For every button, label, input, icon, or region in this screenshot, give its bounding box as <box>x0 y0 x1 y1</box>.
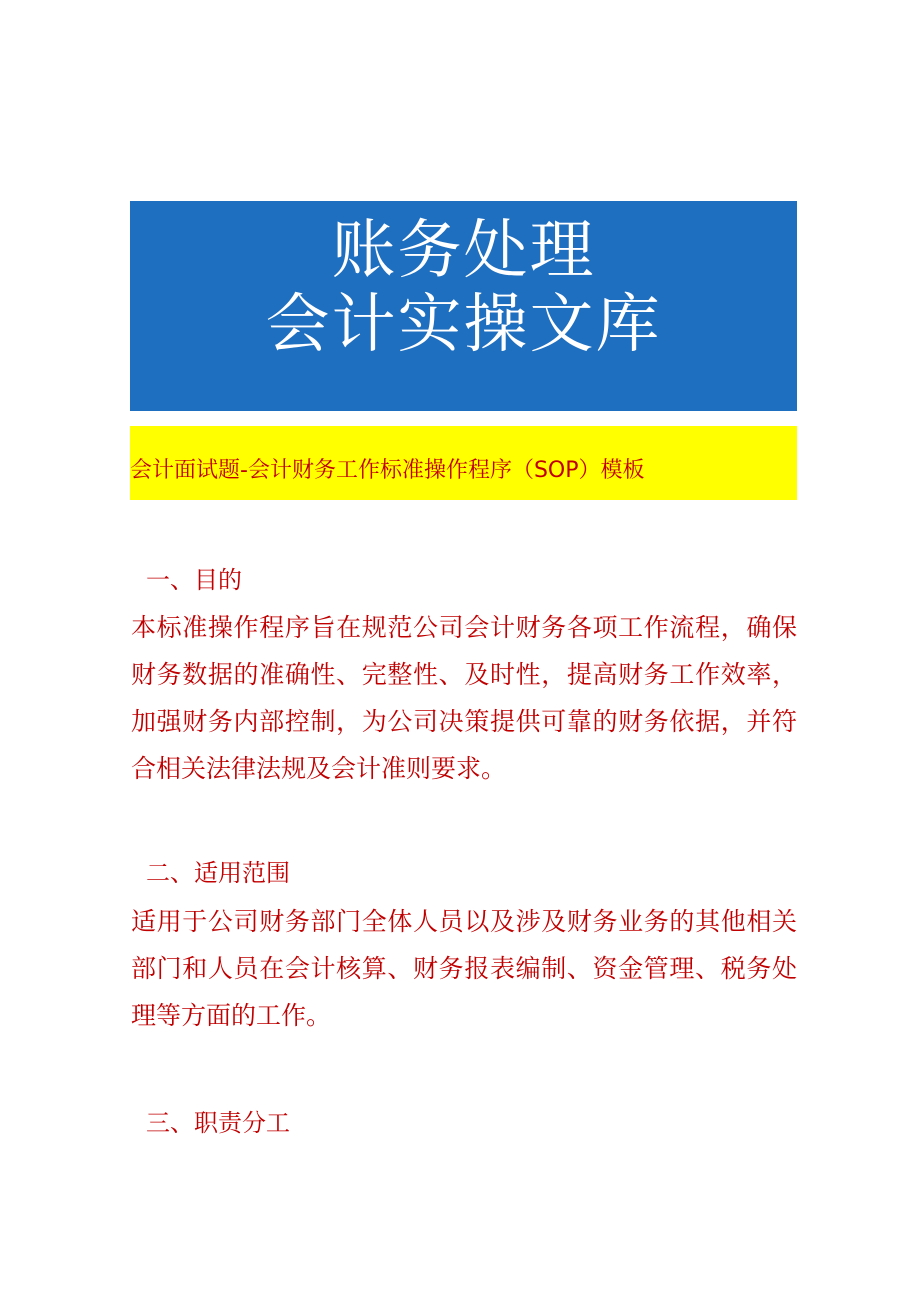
banner-title-line2: 会计实操文库 <box>265 288 662 362</box>
section-body-purpose: 本标准操作程序旨在规范公司会计财务各项工作流程，确保财务数据的准确性、完整性、及时性，提高财务工作效率，加强财务内部控制，为公司决策提供可靠的财务依据，并符合相关法律法规及会计准则要求。 <box>131 613 797 783</box>
section-body-scope: 适用于公司财务部门全体人员以及涉及财务业务的其他相关部门和人员在会计核算、财务报表编制、资金管理、税务处理等方面的工作。 <box>131 907 797 1030</box>
section-heading-scope: 二、适用范围 <box>146 859 290 887</box>
document-subtitle: 会计面试题-会计财务工作标准操作程序（SOP）模板 <box>130 458 645 483</box>
banner-title-line1: 账务处理 <box>331 214 596 288</box>
section-heading-responsibilities: 三、职责分工 <box>146 1109 290 1137</box>
subtitle-bar <box>130 426 797 500</box>
title-banner <box>130 201 797 411</box>
section-heading-purpose: 一、目的 <box>146 566 242 594</box>
